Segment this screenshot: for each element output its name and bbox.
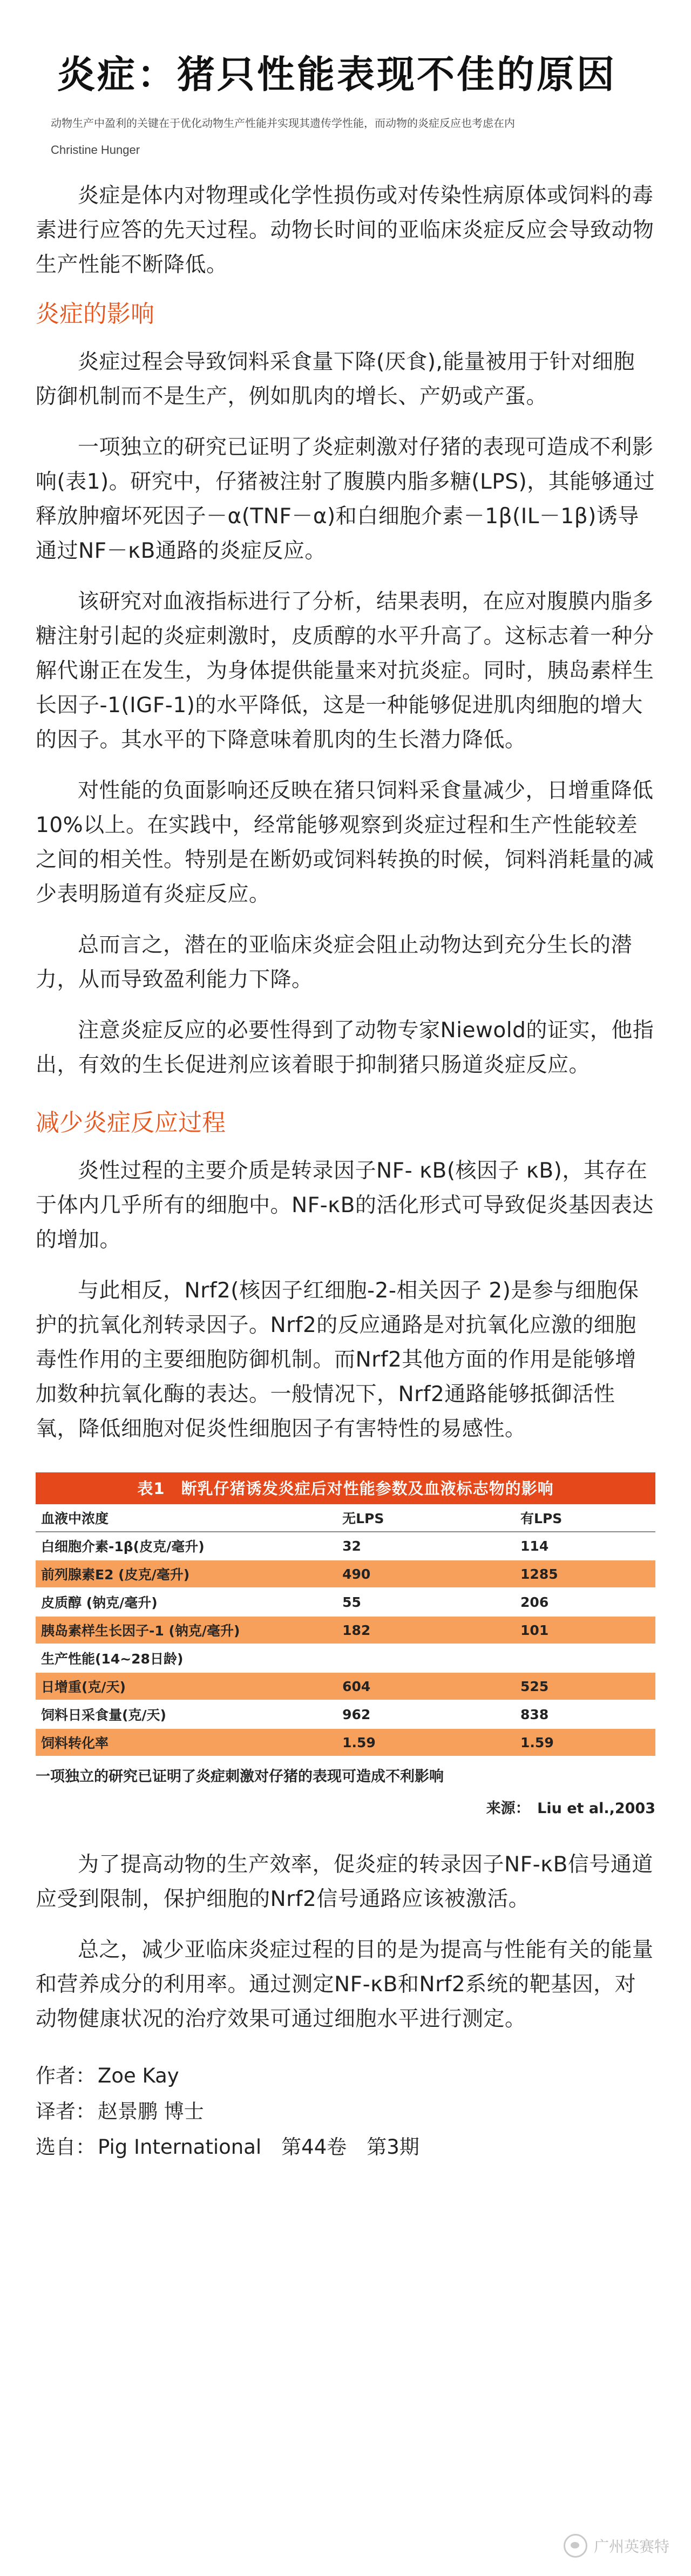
paragraph: 炎性过程的主要介质是转录因子NF- κB(核因子 κB)，其存在于体内几乎所有的细胞中。NF-κB的活化形式可导致促炎基因表达的增加。 bbox=[36, 1159, 654, 1252]
table-cell: 114 bbox=[488, 1532, 655, 1560]
paragraph: 炎症过程会导致饲料采食量下降(厌食),能量被用于针对细胞防御机制而不是生产，例如肌肉的增长、产奶或产蛋。 bbox=[36, 350, 635, 409]
watermark-text: 广州英赛特 bbox=[593, 2538, 669, 2555]
credits bbox=[36, 2058, 655, 2165]
table-cell-label: 日增重(克/天) bbox=[36, 1672, 321, 1700]
credit-translator bbox=[36, 2094, 655, 2129]
table-cell-label: 生产性能(14~28日龄) bbox=[36, 1644, 321, 1672]
table-cell: 1.59 bbox=[488, 1728, 655, 1756]
credit-label: 译者： bbox=[36, 2100, 96, 2123]
table-cell: 182 bbox=[321, 1616, 488, 1644]
subtitle: 动物生产中盈利的关键在于优化动物生产性能并实现其遗传学性能，而动物的炎症反应也考虑在内 bbox=[51, 117, 515, 130]
paragraph: 与此相反，Nrf2(核因子红细胞-2-相关因子 2)是参与细胞保护的抗氧化剂转录因子。Nrf2的反应通路是对抗氧化应激的细胞毒性作用的主要细胞防御机制。而Nrf2其他方面的作用是能够增加数种抗氧化酶的表达。一般情况下，Nrf2通路能够抵御活性氧，降低细胞对促炎性细胞因子有害特性的易感性。 bbox=[36, 1279, 639, 1441]
table-cell: 206 bbox=[488, 1588, 655, 1616]
table-row bbox=[36, 1616, 655, 1644]
table-cell-label: 饲料转化率 bbox=[36, 1728, 321, 1756]
table-source: 来源： Liu et al.,2003 bbox=[486, 1800, 655, 1817]
table-cell-label: 皮质醇 (钠克/毫升) bbox=[36, 1588, 321, 1616]
table-cell-label: 胰岛素样生长因子-1 (钠克/毫升) bbox=[36, 1616, 321, 1644]
paragraph: 总之，减少亚临床炎症过程的目的是为提高与性能有关的能量和营养成分的利用率。通过测定NF-κB和Nrf2系统的靶基因，对动物健康状况的治疗效果可通过细胞水平进行测定。 bbox=[36, 1938, 654, 2031]
table-cell: 490 bbox=[321, 1560, 488, 1588]
paragraph: 总而言之，潜在的亚临床炎症会阻止动物达到充分生长的潜力，从而导致盈利能力下降。 bbox=[36, 933, 633, 992]
table-row bbox=[36, 1644, 655, 1672]
credit-author bbox=[36, 2058, 655, 2094]
table-cell: 838 bbox=[488, 1700, 655, 1728]
table-caption: 表1 断乳仔猪诱发炎症后对性能参数及血液标志物的影响 bbox=[36, 1472, 655, 1504]
table-row bbox=[36, 1560, 655, 1588]
wechat-icon bbox=[564, 2534, 587, 2558]
table-header-row bbox=[36, 1504, 655, 1532]
table-cell-label: 白细胞介素-1β(皮克/毫升) bbox=[36, 1532, 321, 1560]
table-cell-label: 饲料日采食量(克/天) bbox=[36, 1700, 321, 1728]
data-table bbox=[36, 1472, 655, 1757]
paragraph: 注意炎症反应的必要性得到了动物专家Niewold的证实，他指出，有效的生长促进剂应该着眼于抑制猪只肠道炎症反应。 bbox=[36, 1018, 654, 1077]
table-row bbox=[36, 1672, 655, 1700]
credit-value: 赵景鹏 博士 bbox=[98, 2100, 204, 2123]
table-cell: 525 bbox=[488, 1672, 655, 1700]
table-cell: 101 bbox=[488, 1616, 655, 1644]
table-cell bbox=[321, 1644, 488, 1672]
paragraph: 为了提高动物的生产效率，促炎症的转录因子NF-κB信号通道应受到限制，保护细胞的Nrf2信号通路应该被激活。 bbox=[36, 1852, 653, 1911]
table-cell: 55 bbox=[321, 1588, 488, 1616]
intro-paragraph: 炎症是体内对物理或化学性损伤或对传染性病原体或饲料的毒素进行应答的先天过程。动物长时间的亚临床炎症反应会导致动物生产性能不断降低。 bbox=[36, 184, 654, 277]
table-cell bbox=[488, 1644, 655, 1672]
table-cell: 1.59 bbox=[321, 1728, 488, 1756]
byline: Christine Hunger bbox=[51, 143, 140, 157]
paragraph: 对性能的负面影响还反映在猪只饲料采食量减少，日增重降低10%以上。在实践中，经常能够观察到炎症过程和生产性能较差之间的相关性。特别是在断奶或饲料转换的时候，饲料消耗量的减少表明肠道有炎症反应。 bbox=[36, 779, 654, 907]
table-cell: 1285 bbox=[488, 1560, 655, 1588]
table-header: 无LPS bbox=[321, 1504, 488, 1532]
table-cell: 32 bbox=[321, 1532, 488, 1560]
section-heading-impact: 炎症的影响 bbox=[36, 300, 154, 328]
table-header: 血液中浓度 bbox=[36, 1504, 321, 1532]
table-row bbox=[36, 1700, 655, 1728]
credit-source bbox=[36, 2129, 655, 2165]
table-row bbox=[36, 1532, 655, 1560]
table-row bbox=[36, 1588, 655, 1616]
paragraph: 该研究对血液指标进行了分析，结果表明，在应对腹膜内脂多糖注射引起的炎症刺激时，皮质醇的水平升高了。这标志着一种分解代谢正在发生，为身体提供能量来对抗炎症。同时，胰岛素样生长因子-1(IGF-1)的水平降低，这是一种能够促进肌肉细胞的增大的因子。其水平的下降意味着肌肉的生长潜力降低。 bbox=[36, 590, 654, 752]
paragraph: 一项独立的研究已证明了炎症刺激对仔猪的表现可造成不利影响(表1)。研究中，仔猪被注射了腹膜内脂多糖(LPS)，其能够通过释放肿瘤坏死因子－α(TNF－α)和白细胞介素－1β(IL－1β)诱导通过NF－κB通路的炎症反应。 bbox=[36, 435, 655, 563]
table-cell: 604 bbox=[321, 1672, 488, 1700]
watermark bbox=[564, 2534, 669, 2558]
table-cell: 962 bbox=[321, 1700, 488, 1728]
data-table-container bbox=[36, 1472, 655, 1817]
section-heading-reduce: 减少炎症反应过程 bbox=[36, 1109, 226, 1137]
credit-label: 选自： bbox=[36, 2135, 96, 2159]
credit-value: Zoe Kay bbox=[98, 2064, 179, 2087]
table-note: 一项独立的研究已证明了炎症刺激对仔猪的表现可造成不利影响 bbox=[36, 1768, 444, 1785]
table-header: 有LPS bbox=[488, 1504, 655, 1532]
credit-label: 作者： bbox=[36, 2064, 96, 2087]
table-cell-label: 前列腺素E2 (皮克/毫升) bbox=[36, 1560, 321, 1588]
table-row bbox=[36, 1728, 655, 1756]
page-title: 炎症：猪只性能表现不佳的原因 bbox=[57, 52, 617, 97]
credit-value: Pig International 第44卷 第3期 bbox=[98, 2135, 419, 2159]
